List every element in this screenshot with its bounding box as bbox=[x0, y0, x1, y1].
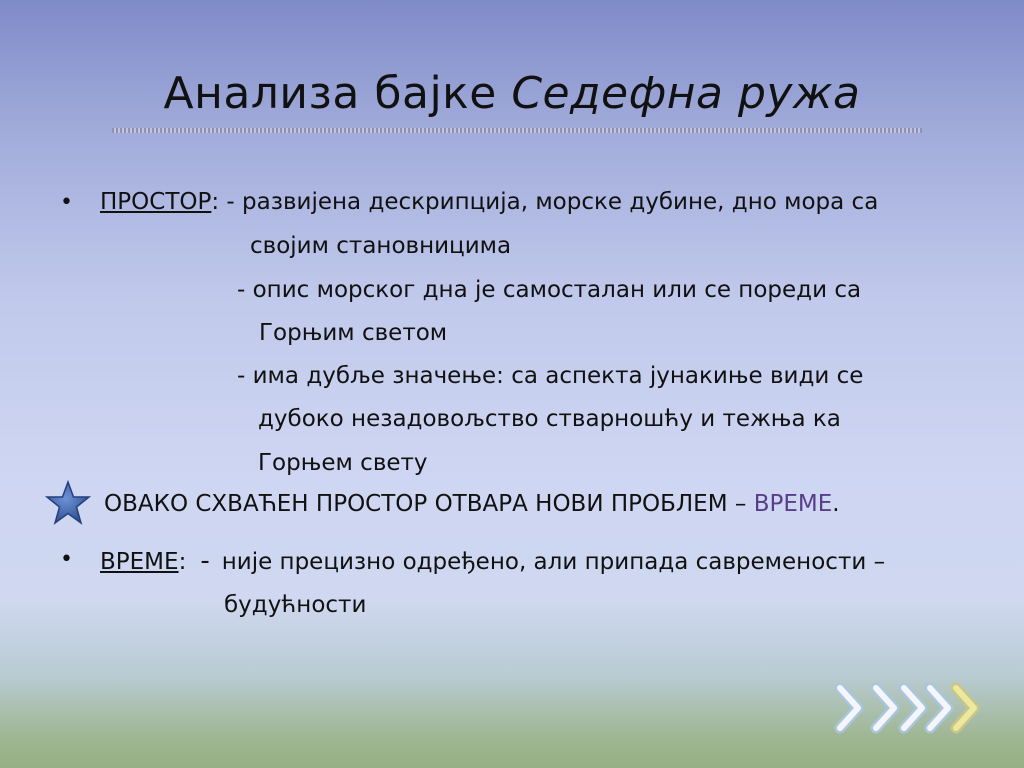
prostor-line-3: - опис морског дна је самосталан или се пореди са bbox=[237, 277, 862, 303]
title-plain: Анализа бајке bbox=[163, 68, 512, 119]
vreme-line-2: будућности bbox=[224, 592, 367, 618]
vreme-label: ВРЕМЕ bbox=[100, 549, 179, 575]
note-text: ОВАКО СХВАЋЕН ПРОСТОР ОТВАРА НОВИ ПРОБЛЕМ – bbox=[104, 491, 754, 517]
bullet-dot: • bbox=[60, 190, 73, 215]
prostor-line-2: својим становницима bbox=[250, 233, 512, 259]
bullet-dot-2: • bbox=[60, 547, 73, 572]
prostor-line-7: Горњем свету bbox=[258, 450, 428, 476]
prostor-line-6: дубоко незадовољство стварношћу и тежња ка bbox=[258, 406, 841, 432]
vreme-dash: - bbox=[200, 546, 210, 576]
title-italic: Седефна ружа bbox=[511, 68, 861, 119]
note-line bbox=[104, 491, 840, 517]
note-end: . bbox=[832, 491, 840, 517]
prostor-line-5: - има дубље значење: са аспекта јунакиње види се bbox=[237, 363, 864, 389]
vreme-first-line bbox=[100, 546, 885, 576]
prostor-line-4: Горњим светом bbox=[259, 320, 448, 346]
prostor-first-line bbox=[100, 189, 878, 215]
prostor-lead: : - развијена дескрипција, морске дубине, дно мора са bbox=[211, 189, 879, 215]
star-icon bbox=[45, 480, 91, 526]
prostor-label: ПРОСТОР bbox=[100, 189, 212, 215]
note-highlight: ВРЕМЕ bbox=[753, 491, 833, 517]
vreme-text: није прецизно одређено, али припада савремености – bbox=[221, 549, 886, 575]
vreme-colon: : bbox=[178, 549, 187, 575]
next-chevrons-icon[interactable] bbox=[832, 680, 988, 736]
